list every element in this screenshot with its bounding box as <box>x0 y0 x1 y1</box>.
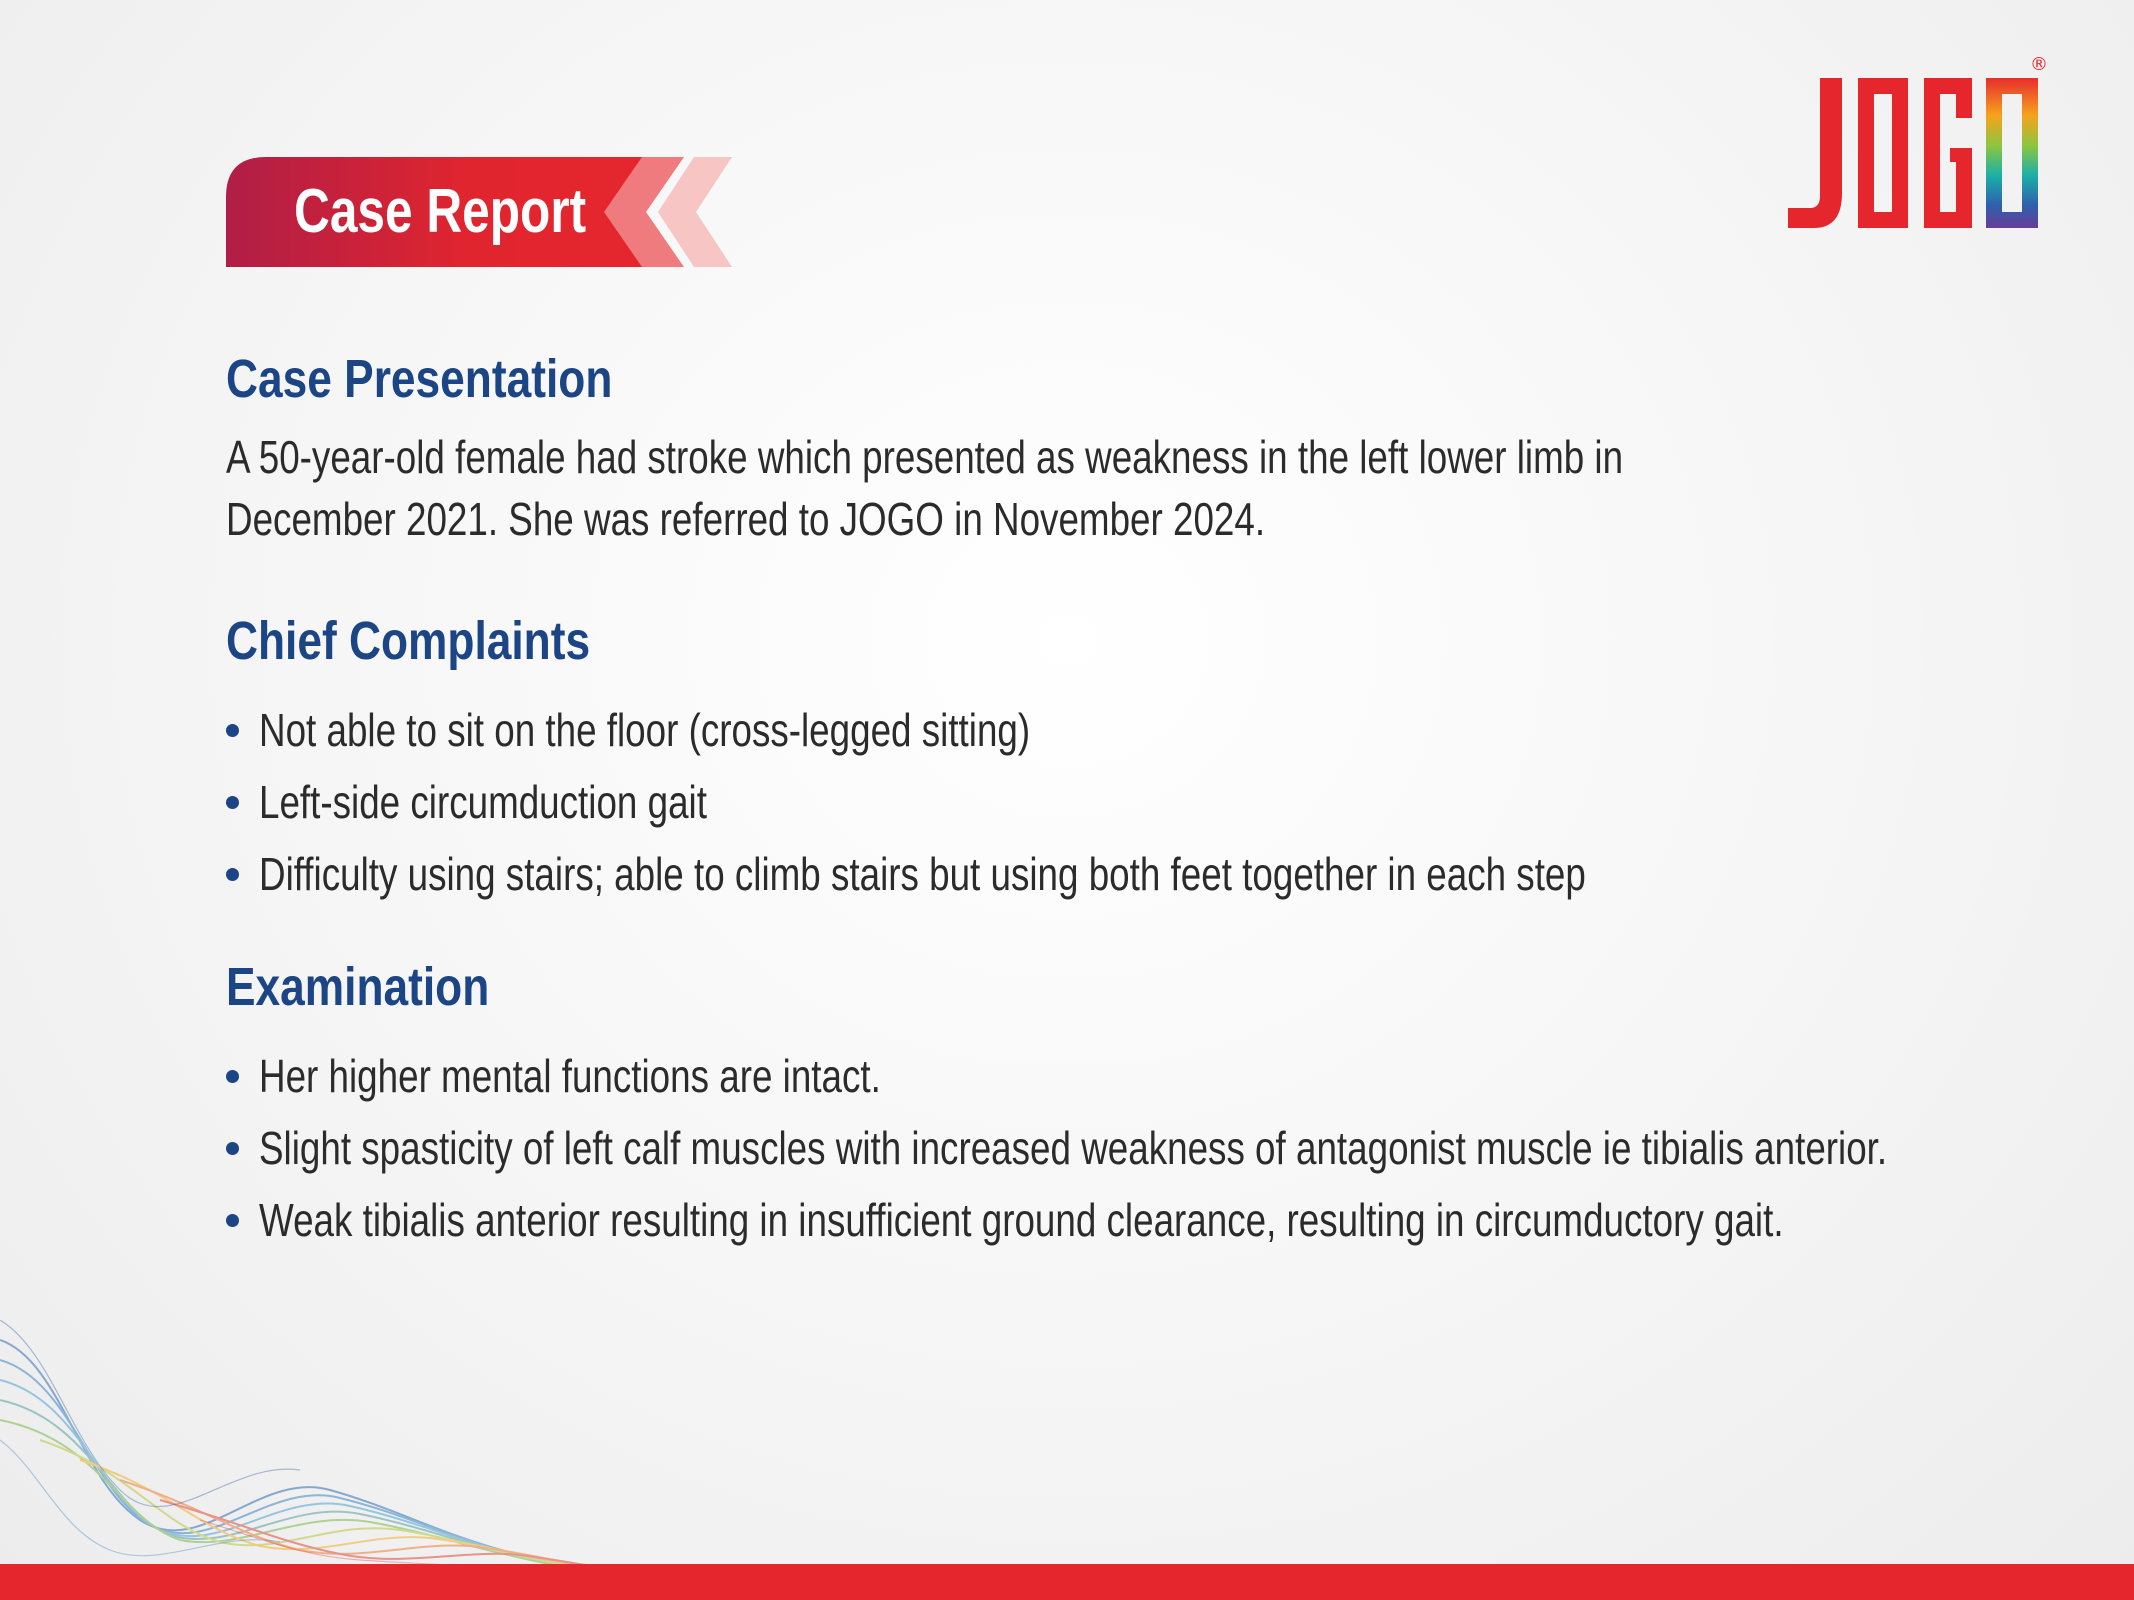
chief-complaints-list <box>226 694 1586 910</box>
list-item-text: Not able to sit on the floor (cross-legged sitting) <box>259 704 1031 756</box>
examination-list <box>226 1040 1888 1256</box>
bullet-icon <box>226 724 239 737</box>
bullet-icon <box>226 868 239 881</box>
list-item-text: Difficulty using stairs; able to climb stairs but using both feet together in each step <box>259 848 1586 900</box>
bullet-icon <box>226 1214 239 1227</box>
bullet-icon <box>226 1070 239 1083</box>
list-item-text: Weak tibialis anterior resulting in insufficient ground clearance, resulting in circumductory gait. <box>259 1194 1784 1246</box>
list-item <box>226 1040 881 1112</box>
section-case-presentation <box>226 340 1926 550</box>
list-item <box>226 694 1031 766</box>
list-item <box>226 766 707 838</box>
case-report-badge <box>226 157 732 267</box>
section-chief-complaints <box>226 602 1586 910</box>
case-presentation-line: A 50-year-old female had stroke which presented as weakness in the left lower limb in <box>226 431 1624 483</box>
chief-complaints-heading: Chief Complaints <box>226 611 591 671</box>
registered-mark: ® <box>2030 54 2048 75</box>
bottom-brand-bar <box>0 1564 2134 1600</box>
jogo-logo-icon <box>1780 58 2050 238</box>
bullet-icon <box>226 1142 239 1155</box>
section-examination <box>226 948 1888 1256</box>
case-presentation-line: December 2021. She was referred to JOGO in November 2024. <box>226 493 1266 545</box>
bullet-icon <box>226 796 239 809</box>
list-item-text: Her higher mental functions are intact. <box>259 1050 881 1102</box>
case-report-title: Case Report <box>294 177 587 246</box>
list-item-text: Left-side circumduction gait <box>259 776 707 828</box>
list-item-text: Slight spasticity of left calf muscles with increased weakness of antagonist muscle ie tibialis anterior. <box>259 1122 1888 1174</box>
list-item <box>226 1184 1784 1256</box>
list-item <box>226 1112 1888 1184</box>
decorative-waves <box>0 1320 700 1580</box>
examination-heading: Examination <box>226 957 490 1017</box>
case-presentation-heading: Case Presentation <box>226 349 613 409</box>
list-item <box>226 838 1586 910</box>
jogo-logo <box>1780 54 2050 238</box>
case-presentation-text <box>226 426 1624 550</box>
